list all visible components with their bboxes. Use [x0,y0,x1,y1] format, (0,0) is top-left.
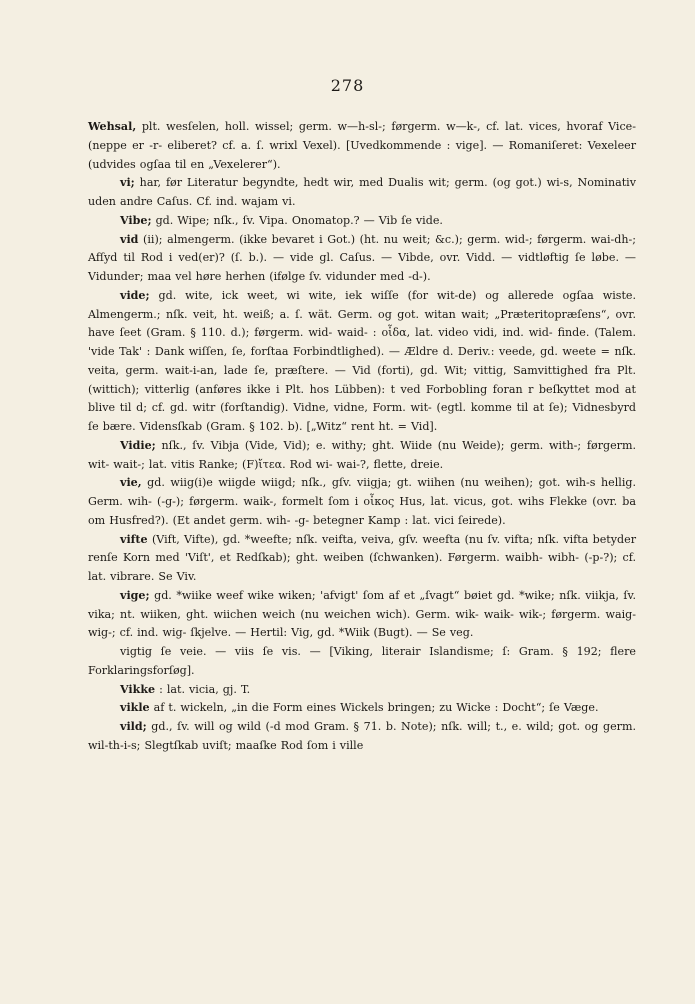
entry-vidie [88,437,636,475]
headword: vige; [120,588,150,602]
entry-text: gd., ſv. will og wild (-d mod Gram. § 71. b. Note); nſk. will; t., e. wild; got. og germ. wil-th-i-s; Slegtſkab uviſt; maaſke Rod ſom i ville [88,720,636,752]
headword: vid [120,232,139,246]
entry-text: gd. Wipe; nſk., ſv. Vipa. Onomatop.? — Vib ſe vide. [155,213,443,227]
headword: vikle [120,701,150,715]
entry-text: vigtig ſe veie. — viis ſe vis. — [Viking, literair Islandisme; ſ: Gram. § 192; flere Forklaringsforſøg]. [88,645,636,677]
page-body [88,118,636,756]
entry-vikle [88,699,636,718]
headword: Vikke [120,682,156,696]
entry-text: af t. wickeln, „in die Form eines Wickels bringen; zu Wicke : Docht“; ſe Væge. [153,701,599,715]
entry-text: : lat. vicia, gj. T. [159,682,251,696]
entry-vikke [88,681,636,700]
entry-vehsal [88,118,636,174]
entry-text: (ii); almengerm. (ikke bevaret i Got.) (ht. nu weit; &c.); germ. wid-; førgerm. wai-dh-; Afſyd til Rod i ved(er)? (ſ. b.). — vide gl. Caſus. — Vibde, ovr. Vidd. — vidtløftig ſe løbe. — Vidunder; maa vel høre herhen (ifølge ſv. vidunder med -d-). [88,232,636,283]
headword: vie, [120,476,142,490]
entry-vie [88,474,636,530]
headword: Wehsal, [88,120,137,133]
entry-text: gd. *wiike weef wike wiken; 'afvigt' ſom af et „ſvagt“ bøiet gd. *wike; nſk. viikja, ſv. vika; nt. wiiken, ght. wiichen weich (nu weichen wich). Germ. wik- waik- wik-; førgerm. waig- wig-; cf. ind. wig- ſkjelve. — Hertil: Vig, gd. *Wiik (Bugt). — Se veg. [88,588,637,640]
headword: Vidie; [120,438,156,452]
entry-vige [88,587,636,643]
headword: vide; [120,288,150,302]
entry-vi [88,174,636,212]
entry-text: har, før Literatur begyndte, hedt wir, med Dualis wit; germ. (og got.) wi-s, Nominativ uden andre Caſus. Cf. ind. wajam vi. [88,176,636,208]
entry-cross-refs [88,643,636,681]
headword: vild; [120,720,147,733]
entry-text: nſk., ſv. Vibja (Vide, Vid); e. withy; ght. Wiide (nu Weide); germ. with-; førgerm. wit- wait-; lat. vitis Ranke; (F)ἴτεα. Rod wi- wai-?, flette, dreie. [88,438,637,471]
headword: Vibe; [120,213,152,227]
entry-vifte [88,531,636,587]
page-number: 278 [330,76,365,95]
entry-text: (Vift, Vifte), gd. *weefte; nſk. veifta, veiva, gſv. weefta (nu ſv. vifta; nſk. vifta betyder renſe Korn med 'Viſt', et Redſkab); ght. weiben (ſchwanken). Førgerm. waibh- wibh- (-p-?); cf. lat. vibrare. Se Viv. [88,532,636,583]
entry-vibe [88,212,636,231]
entry-vid [88,231,636,287]
entry-vide [88,287,636,437]
entry-text: gd. wite, ick weet, wi wite, iek wiſſe (for wit-de) og allerede ogſaa wiste. Almengerm.; nſk. veit, ht. weiß; a. ſ. wät. Germ. og got. witan wait; „Præteritopræſens“, ovr. have ſeet (Gram. § 110. d.); førgerm. wid- waid- : οἶδα, lat. video vidi, ind. wid- finde. (Talem. 'vide Tak' : Dank wiſſen, ſe, forſtaa Forbindtlighed). — Ældre d. Deriv.: veede, gd. weete = nſk. veita, germ. wait-i-an, lade ſe, præſtere. — Vid (forti), gd. Wit; vittig, Samvittighed fra Plt. (wittich); vitterlig (anføres ikke i Plt. hos Lübben): t ved Forbobling foran r beſkyttet mod at blive til d; cf. gd. witr (forſtandig). Vidne, vidne, Form. wit- (egtl. komme til at ſe); Vidnesbyrd ſe bære. Vidensſkab (Gram. § 102. b). [„Witz“ rent ht. = Vid]. [88,288,636,433]
entry-text: plt. wesſelen, holl. wissel; germ. w—h-sl-; førgerm. w—k-, cf. lat. vices, hvoraf Vice- (neppe er -r- eliberet? cf. a. ſ. wrixl Vexel). [Uvedkommende : vige]. — Romaniſeret: Vexeleer (udvides ogſaa til en „Vexelerer“). [88,120,636,171]
entry-vild [88,718,636,756]
entry-text: gd. wiig(i)e wiigde wiigd; nſk., gſv. viigja; gt. wiihen (nu weihen); got. wih-s hellig. Germ. wih- (-g-); førgerm. waik-, formelt ſom i οἶκος Hus, lat. vicus, got. wihs Flekke (ovr. ba om Husfred?). (Et andet germ. wih- -g- betegner Kamp : lat. vici ſeirede). [88,476,637,527]
headword: vifte [120,532,148,546]
headword: vi; [120,176,135,190]
